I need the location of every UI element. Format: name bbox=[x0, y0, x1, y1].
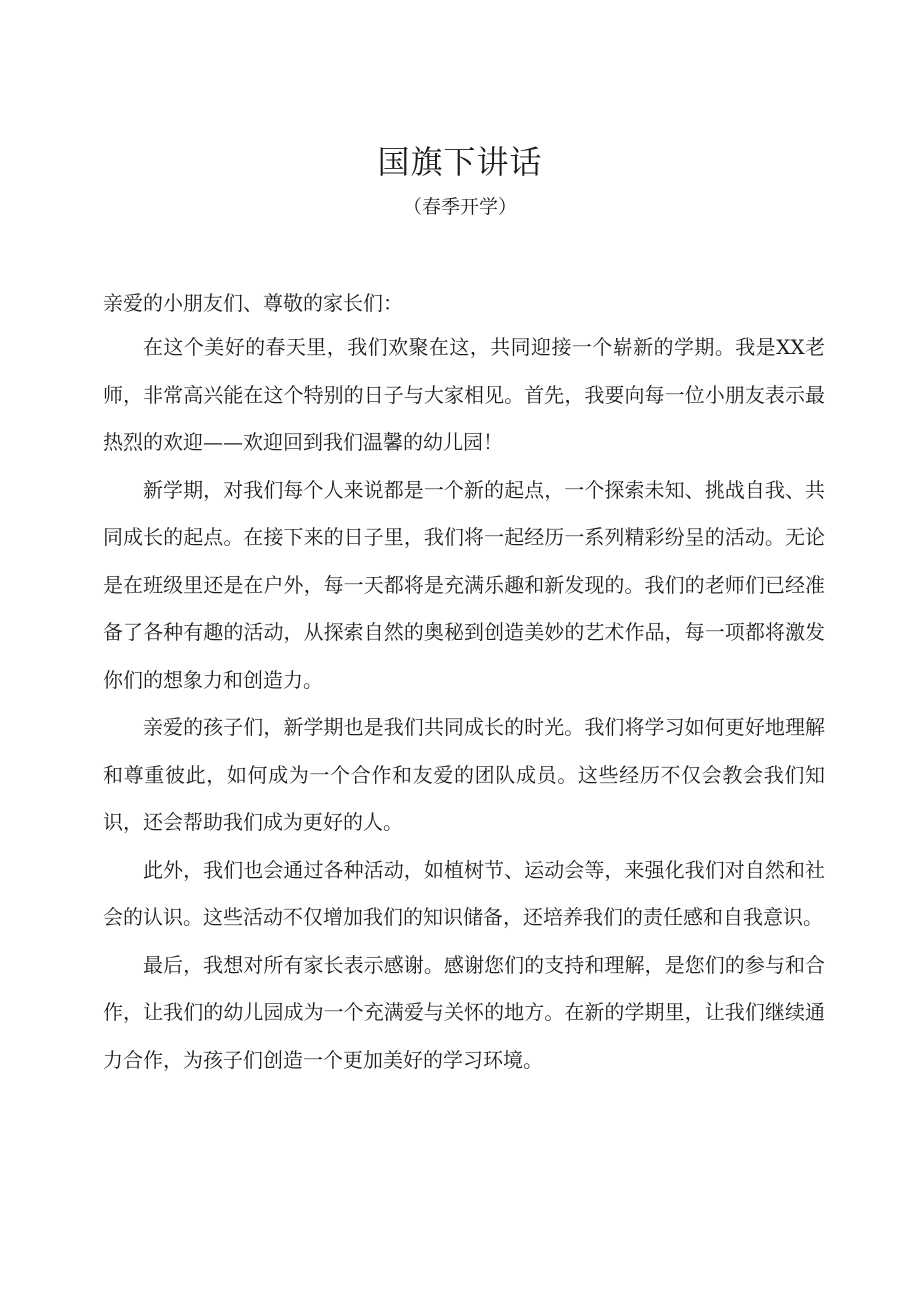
paragraph-1: 在这个美好的春天里，我们欢聚在这，共同迎接一个崭新的学期。我是XX老师，非常高兴能在这个特别的日子与大家相见。首先，我要向每一位小朋友表示最热烈的欢迎——欢迎回到我们温馨的幼儿园！ bbox=[103, 335, 825, 454]
document-body bbox=[103, 284, 825, 1084]
document-title: 国旗下讲话 bbox=[377, 143, 543, 181]
paragraph-5: 最后，我想对所有家长表示感谢。感谢您们的支持和理解，是您们的参与和合作，让我们的幼儿园成为一个充满爱与关怀的地方。在新的学期里，让我们继续通力合作，为孩子们创造一个更加美好的学习环境。 bbox=[103, 952, 825, 1072]
document-subtitle: （春季开学） bbox=[402, 196, 517, 218]
paragraph-4: 此外，我们也会通过各种活动，如植树节、运动会等，来强化我们对自然和社会的认识。这些活动不仅增加我们的知识储备，还培养我们的责任感和自我意识。 bbox=[103, 857, 825, 929]
paragraph-3: 亲爱的孩子们，新学期也是我们共同成长的时光。我们将学习如何更好地理解和尊重彼此，如何成为一个合作和友爱的团队成员。这些经历不仅会教会我们知识，还会帮助我们成为更好的人。 bbox=[103, 715, 825, 834]
salutation: 亲爱的小朋友们、尊敬的家长们： bbox=[103, 291, 403, 315]
paragraph-2: 新学期，对我们每个人来说都是一个新的起点，一个探索未知、挑战自我、共同成长的起点。在接下来的日子里，我们将一起经历一系列精彩纷呈的活动。无论是在班级里还是在户外，每一天都将是充满乐趣和新发现的。我们的老师们已经准备了各种有趣的活动，从探索自然的奥秘到创造美妙的艺术作品，每一项都将激发你们的想象力和创造力。 bbox=[103, 477, 825, 692]
